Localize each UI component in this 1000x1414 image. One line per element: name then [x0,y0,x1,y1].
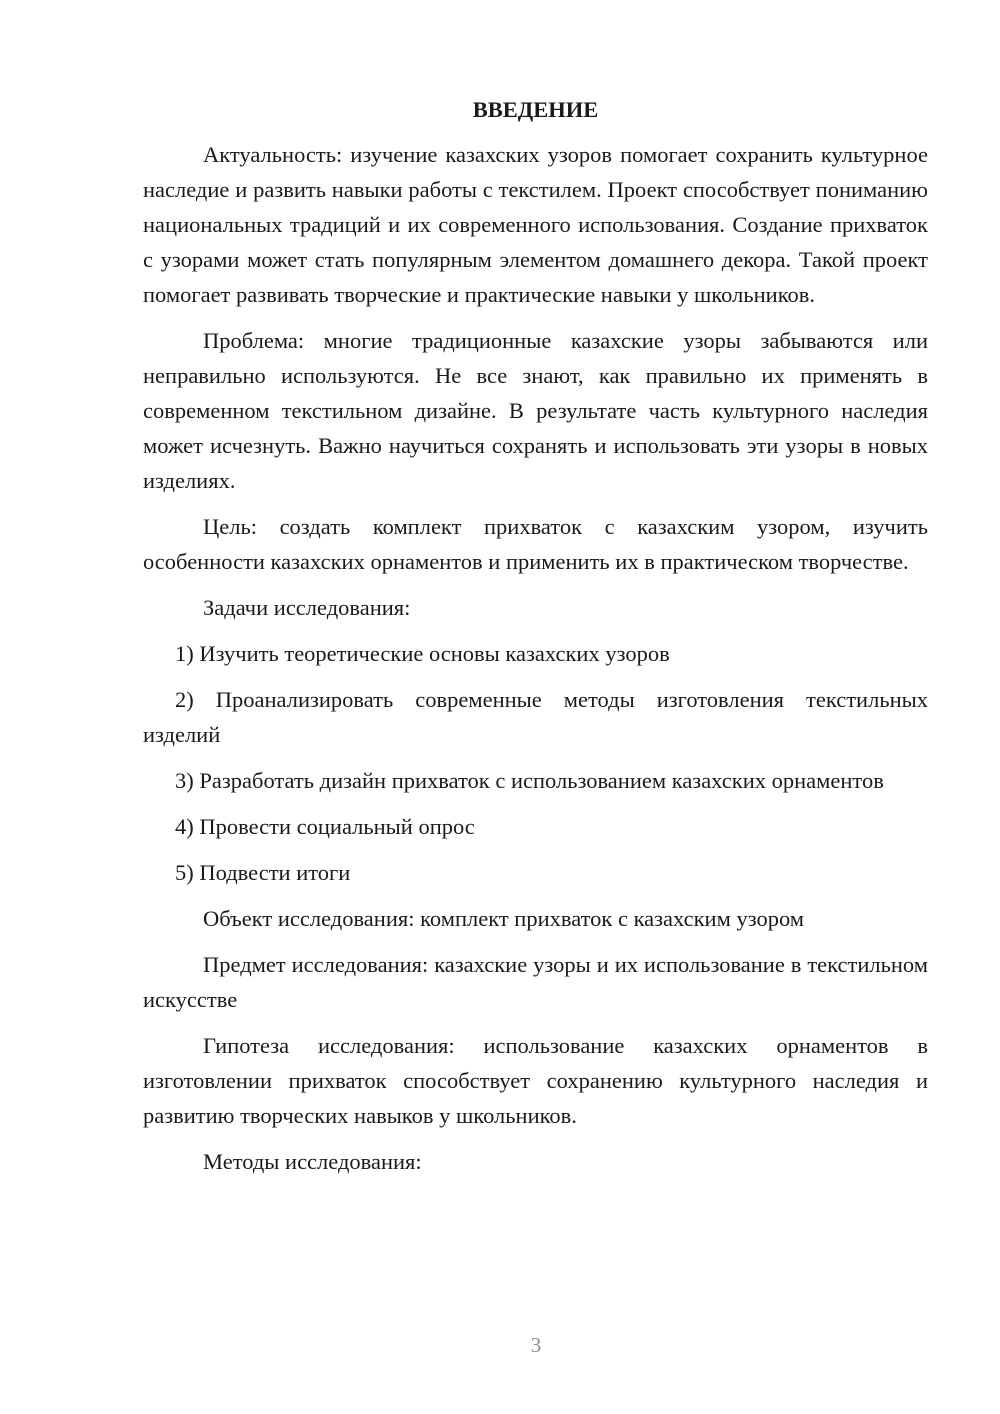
section-title: ВВЕДЕНИЕ [472,97,599,122]
page-number: 3 [530,1333,542,1357]
methods-heading: Методы исследования: [203,1149,422,1174]
relevance-paragraph: Актуальность: изучение казахских узоров помогает сохранить культурное наследие и развить навыки работы с текстилем. Проект способствует пониманию национальных традиций и их современного использования. Создание прихваток с узорами может стать популярным элементом домашнего декора. Такой проект помогает развивать творческие и практические навыки у школьников. [143,142,928,307]
hypothesis-paragraph: Гипотеза исследования: использование казахских орнаментов в изготовлении прихваток способствует сохранению культурного наследия и развитию творческих навыков у школьников. [143,1033,928,1128]
object-paragraph: Объект исследования: комплект прихваток с казахским узором [203,906,805,931]
task-item: 2) Проанализировать современные методы изготовления текстильных изделий [143,687,928,747]
goal-paragraph: Цель: создать комплект прихваток с казахским узором, изучить особенности казахских орнаментов и применить их в практическом творчестве. [143,514,928,574]
tasks-heading: Задачи исследования: [203,595,411,620]
task-item: 5) Подвести итоги [175,860,351,885]
task-item: 3) Разработать дизайн прихваток с использованием казахских орнаментов [175,768,884,793]
document-page [143,92,928,1190]
task-item: 1) Изучить теоретические основы казахских узоров [175,641,670,666]
subject-paragraph: Предмет исследования: казахские узоры и их использование в текстильном искусстве [143,952,928,1012]
problem-paragraph: Проблема: многие традиционные казахские узоры забываются или неправильно используются. Не все знают, как правильно их применять в современном текстильном дизайне. В результате часть культурного наследия может исчезнуть. Важно научиться сохранять и использовать эти узоры в новых изделиях. [143,328,928,493]
task-item: 4) Провести социальный опрос [175,814,475,839]
